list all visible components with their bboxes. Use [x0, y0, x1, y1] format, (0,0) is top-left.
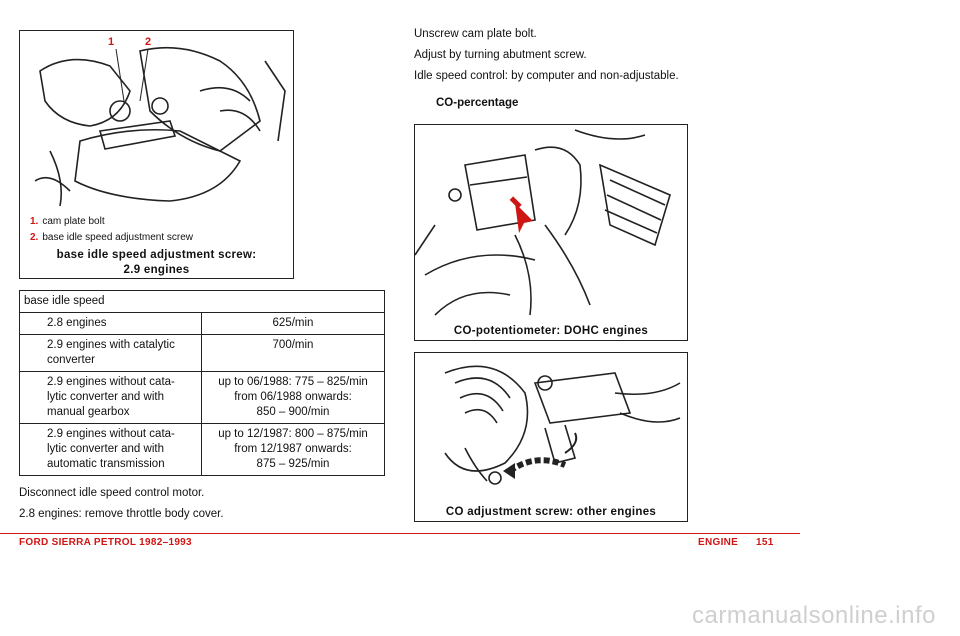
footer-divider	[0, 533, 800, 534]
row-value	[202, 313, 385, 335]
figure-co-adjustment-screw	[414, 352, 688, 522]
figure-caption: CO-potentiometer: DOHC engines	[453, 325, 649, 337]
table-header: base idle speed	[20, 291, 385, 313]
label-line: converter	[47, 354, 95, 366]
engine-illustration-2	[415, 125, 687, 320]
table-row	[20, 424, 385, 476]
legend-item-1	[30, 214, 193, 230]
label-line: 2.9 engines with catalytic	[47, 339, 175, 351]
footer-page-number: 151	[756, 537, 774, 548]
legend-text: base idle speed adjustment screw	[42, 232, 193, 243]
label-line: lytic converter and with	[47, 391, 164, 403]
body-text: Idle speed control: by computer and non-adjustable.	[414, 70, 679, 82]
body-text: Disconnect idle speed control motor.	[19, 487, 205, 499]
body-text: Unscrew cam plate bolt.	[414, 28, 537, 40]
table-row	[20, 372, 385, 424]
value-line: 850 – 900/min	[256, 406, 330, 418]
engine-illustration-3	[415, 353, 687, 503]
caption-line: 2.9 engines	[123, 264, 190, 276]
table-header-row	[20, 291, 385, 313]
callout-2: 2	[145, 36, 152, 48]
table-row	[20, 313, 385, 335]
figure-caption	[20, 248, 293, 278]
value-line: 875 – 925/min	[256, 458, 330, 470]
value-line: from 12/1987 onwards:	[234, 443, 352, 455]
value-line: up to 12/1987: 800 – 875/min	[218, 428, 368, 440]
body-text: Adjust by turning abutment screw.	[414, 49, 587, 61]
row-value	[202, 335, 385, 372]
row-label	[20, 372, 202, 424]
body-text: 2.8 engines: remove throttle body cover.	[19, 508, 224, 520]
legend-item-2	[30, 230, 193, 246]
value-line: up to 06/1988: 775 – 825/min	[218, 376, 368, 388]
callout-1: 1	[108, 36, 115, 48]
legend-num: 2.	[30, 232, 39, 243]
legend-num: 1.	[30, 216, 39, 227]
label-line: 2.8 engines	[47, 317, 107, 329]
watermark: carmanualsonline.info	[692, 602, 936, 629]
value-line: 625/min	[272, 317, 314, 329]
figure-legend	[30, 214, 193, 246]
label-line: 2.9 engines without cata-	[47, 428, 175, 440]
value-line: 700/min	[272, 339, 314, 351]
row-label	[20, 424, 202, 476]
label-line: manual gearbox	[47, 406, 130, 418]
label-line: automatic transmission	[47, 458, 165, 470]
idle-speed-table	[19, 290, 385, 476]
label-line: 2.9 engines without cata-	[47, 376, 175, 388]
caption-line: base idle speed adjustment screw:	[56, 249, 257, 261]
figure-idle-adjustment	[19, 30, 294, 279]
figure-caption: CO adjustment screw: other engines	[445, 506, 657, 518]
value-line: from 06/1988 onwards:	[234, 391, 352, 403]
footer-book-title: FORD SIERRA PETROL 1982–1993	[19, 537, 192, 548]
row-label	[20, 335, 202, 372]
table-row	[20, 335, 385, 372]
figure-co-potentiometer	[414, 124, 688, 341]
legend-text: cam plate bolt	[42, 216, 105, 227]
label-line: lytic converter and with	[47, 443, 164, 455]
row-value	[202, 424, 385, 476]
row-label	[20, 313, 202, 335]
footer-section: ENGINE	[698, 537, 739, 548]
engine-illustration-1	[20, 31, 293, 211]
row-value	[202, 372, 385, 424]
section-heading: CO-percentage	[436, 97, 519, 109]
